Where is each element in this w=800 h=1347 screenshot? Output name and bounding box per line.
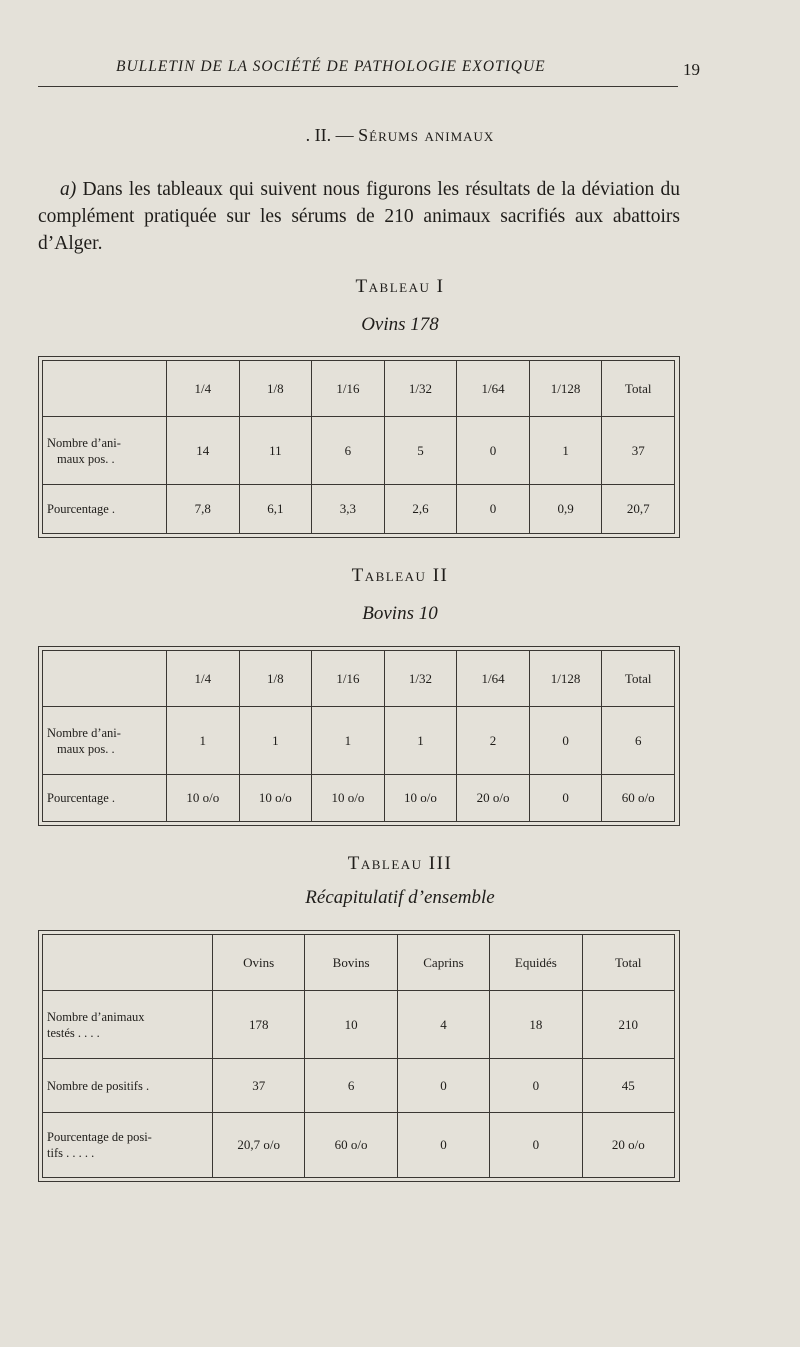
table-cell: 18 <box>490 991 582 1059</box>
table-cell: 1 <box>529 417 602 485</box>
table-cell: 60 o/o <box>305 1113 397 1178</box>
table-2-col-header: 1/64 <box>457 651 530 707</box>
paragraph-lead: a) <box>60 179 77 200</box>
section-number: . II. — <box>305 125 354 145</box>
table-3-col-header: Ovins <box>213 935 305 991</box>
table-cell: 0 <box>529 775 602 822</box>
table-cell: 20,7 o/o <box>213 1113 305 1178</box>
table-cell: 6 <box>312 417 385 485</box>
table-cell: 11 <box>239 417 312 485</box>
table-cell: 0 <box>457 417 530 485</box>
table-cell: 1 <box>239 707 312 775</box>
table-3-col-header: Bovins <box>305 935 397 991</box>
row-label: Pourcentage . <box>43 485 167 534</box>
table-3-subtitle: Récapitulatif d’ensemble <box>305 887 495 908</box>
table-1-subtitle: Ovins 178 <box>361 314 439 335</box>
table-cell: 7,8 <box>167 485 240 534</box>
table-1-col-header: 1/64 <box>457 361 530 417</box>
table-cell: 2,6 <box>384 485 457 534</box>
table-3-title: Tableau III <box>347 853 453 874</box>
table-2 <box>38 646 680 826</box>
table-cell: 45 <box>582 1059 674 1113</box>
running-title: BULLETIN DE LA SOCIÉTÉ DE PATHOLOGIE EXOTIQUE <box>116 58 546 75</box>
section-title: Sérums animaux <box>358 125 495 145</box>
table-1-col-header: 1/16 <box>312 361 385 417</box>
table-2-col-header: 1/8 <box>239 651 312 707</box>
table-cell: 1 <box>167 707 240 775</box>
table-cell: 10 o/o <box>239 775 312 822</box>
table-3-header-row <box>43 935 675 991</box>
row-label: Nombre d’animaux testés . . . . <box>43 991 213 1059</box>
paragraph-text: Dans les tableaux qui suivent nous figurons les résultats de la déviation du complément pratiquée sur les sérums de 210 animaux sacrifiés aux abattoirs d’Alger. <box>38 179 681 254</box>
table-2-title: Tableau II <box>351 565 449 586</box>
table-row <box>43 417 675 485</box>
table-3-col-header: Equidés <box>490 935 582 991</box>
table-cell: 0,9 <box>529 485 602 534</box>
row-label: Nombre d’ani- maux pos. . <box>43 417 167 485</box>
section-heading <box>0 125 800 146</box>
table-2-header-row <box>43 651 675 707</box>
table-2-col-header: 1/4 <box>167 651 240 707</box>
table-2-corner <box>43 651 167 707</box>
table-row <box>43 1113 675 1178</box>
table-cell: 0 <box>457 485 530 534</box>
table-1-col-header: 1/32 <box>384 361 457 417</box>
table-row <box>43 775 675 822</box>
table-1-col-header: 1/4 <box>167 361 240 417</box>
table-cell: 6 <box>305 1059 397 1113</box>
row-label: Nombre d’ani- maux pos. . <box>43 707 167 775</box>
table-cell: 3,3 <box>312 485 385 534</box>
table-cell: 20,7 <box>602 485 675 534</box>
table-1-corner <box>43 361 167 417</box>
table-1 <box>38 356 680 538</box>
table-2-col-header: 1/16 <box>312 651 385 707</box>
table-1-col-header: Total <box>602 361 675 417</box>
table-cell: 210 <box>582 991 674 1059</box>
table-cell: 6 <box>602 707 675 775</box>
table-3-corner <box>43 935 213 991</box>
table-row <box>43 991 675 1059</box>
table-cell: 60 o/o <box>602 775 675 822</box>
table-cell: 0 <box>397 1113 489 1178</box>
table-cell: 14 <box>167 417 240 485</box>
table-cell: 1 <box>312 707 385 775</box>
table-row <box>43 707 675 775</box>
table-cell: 5 <box>384 417 457 485</box>
table-cell: 37 <box>602 417 675 485</box>
table-cell: 20 o/o <box>582 1113 674 1178</box>
table-cell: 0 <box>490 1113 582 1178</box>
table-1-title: Tableau I <box>355 276 445 297</box>
row-label: Nombre de positifs . <box>43 1059 213 1113</box>
table-cell: 2 <box>457 707 530 775</box>
table-cell: 20 o/o <box>457 775 530 822</box>
table-cell: 0 <box>490 1059 582 1113</box>
table-2-col-header: 1/32 <box>384 651 457 707</box>
table-cell: 1 <box>384 707 457 775</box>
row-label: Pourcentage . <box>43 775 167 822</box>
table-2-col-header: 1/128 <box>529 651 602 707</box>
table-row <box>43 1059 675 1113</box>
table-3-col-header: Caprins <box>397 935 489 991</box>
table-1-col-header: 1/8 <box>239 361 312 417</box>
table-cell: 10 o/o <box>384 775 457 822</box>
table-1-col-header: 1/128 <box>529 361 602 417</box>
table-2-col-header: Total <box>602 651 675 707</box>
page-number: 19 <box>683 60 700 79</box>
table-3 <box>38 930 680 1182</box>
table-cell: 10 o/o <box>312 775 385 822</box>
table-2-subtitle: Bovins 10 <box>362 603 438 624</box>
table-cell: 10 <box>305 991 397 1059</box>
table-cell: 10 o/o <box>167 775 240 822</box>
table-1-header-row <box>43 361 675 417</box>
table-cell: 6,1 <box>239 485 312 534</box>
intro-paragraph <box>38 176 680 257</box>
row-label: Pourcentage de posi- tifs . . . . . <box>43 1113 213 1178</box>
table-cell: 4 <box>397 991 489 1059</box>
table-cell: 0 <box>529 707 602 775</box>
table-cell: 178 <box>213 991 305 1059</box>
running-header <box>38 56 700 87</box>
table-row <box>43 485 675 534</box>
table-3-col-header: Total <box>582 935 674 991</box>
table-cell: 37 <box>213 1059 305 1113</box>
table-cell: 0 <box>397 1059 489 1113</box>
